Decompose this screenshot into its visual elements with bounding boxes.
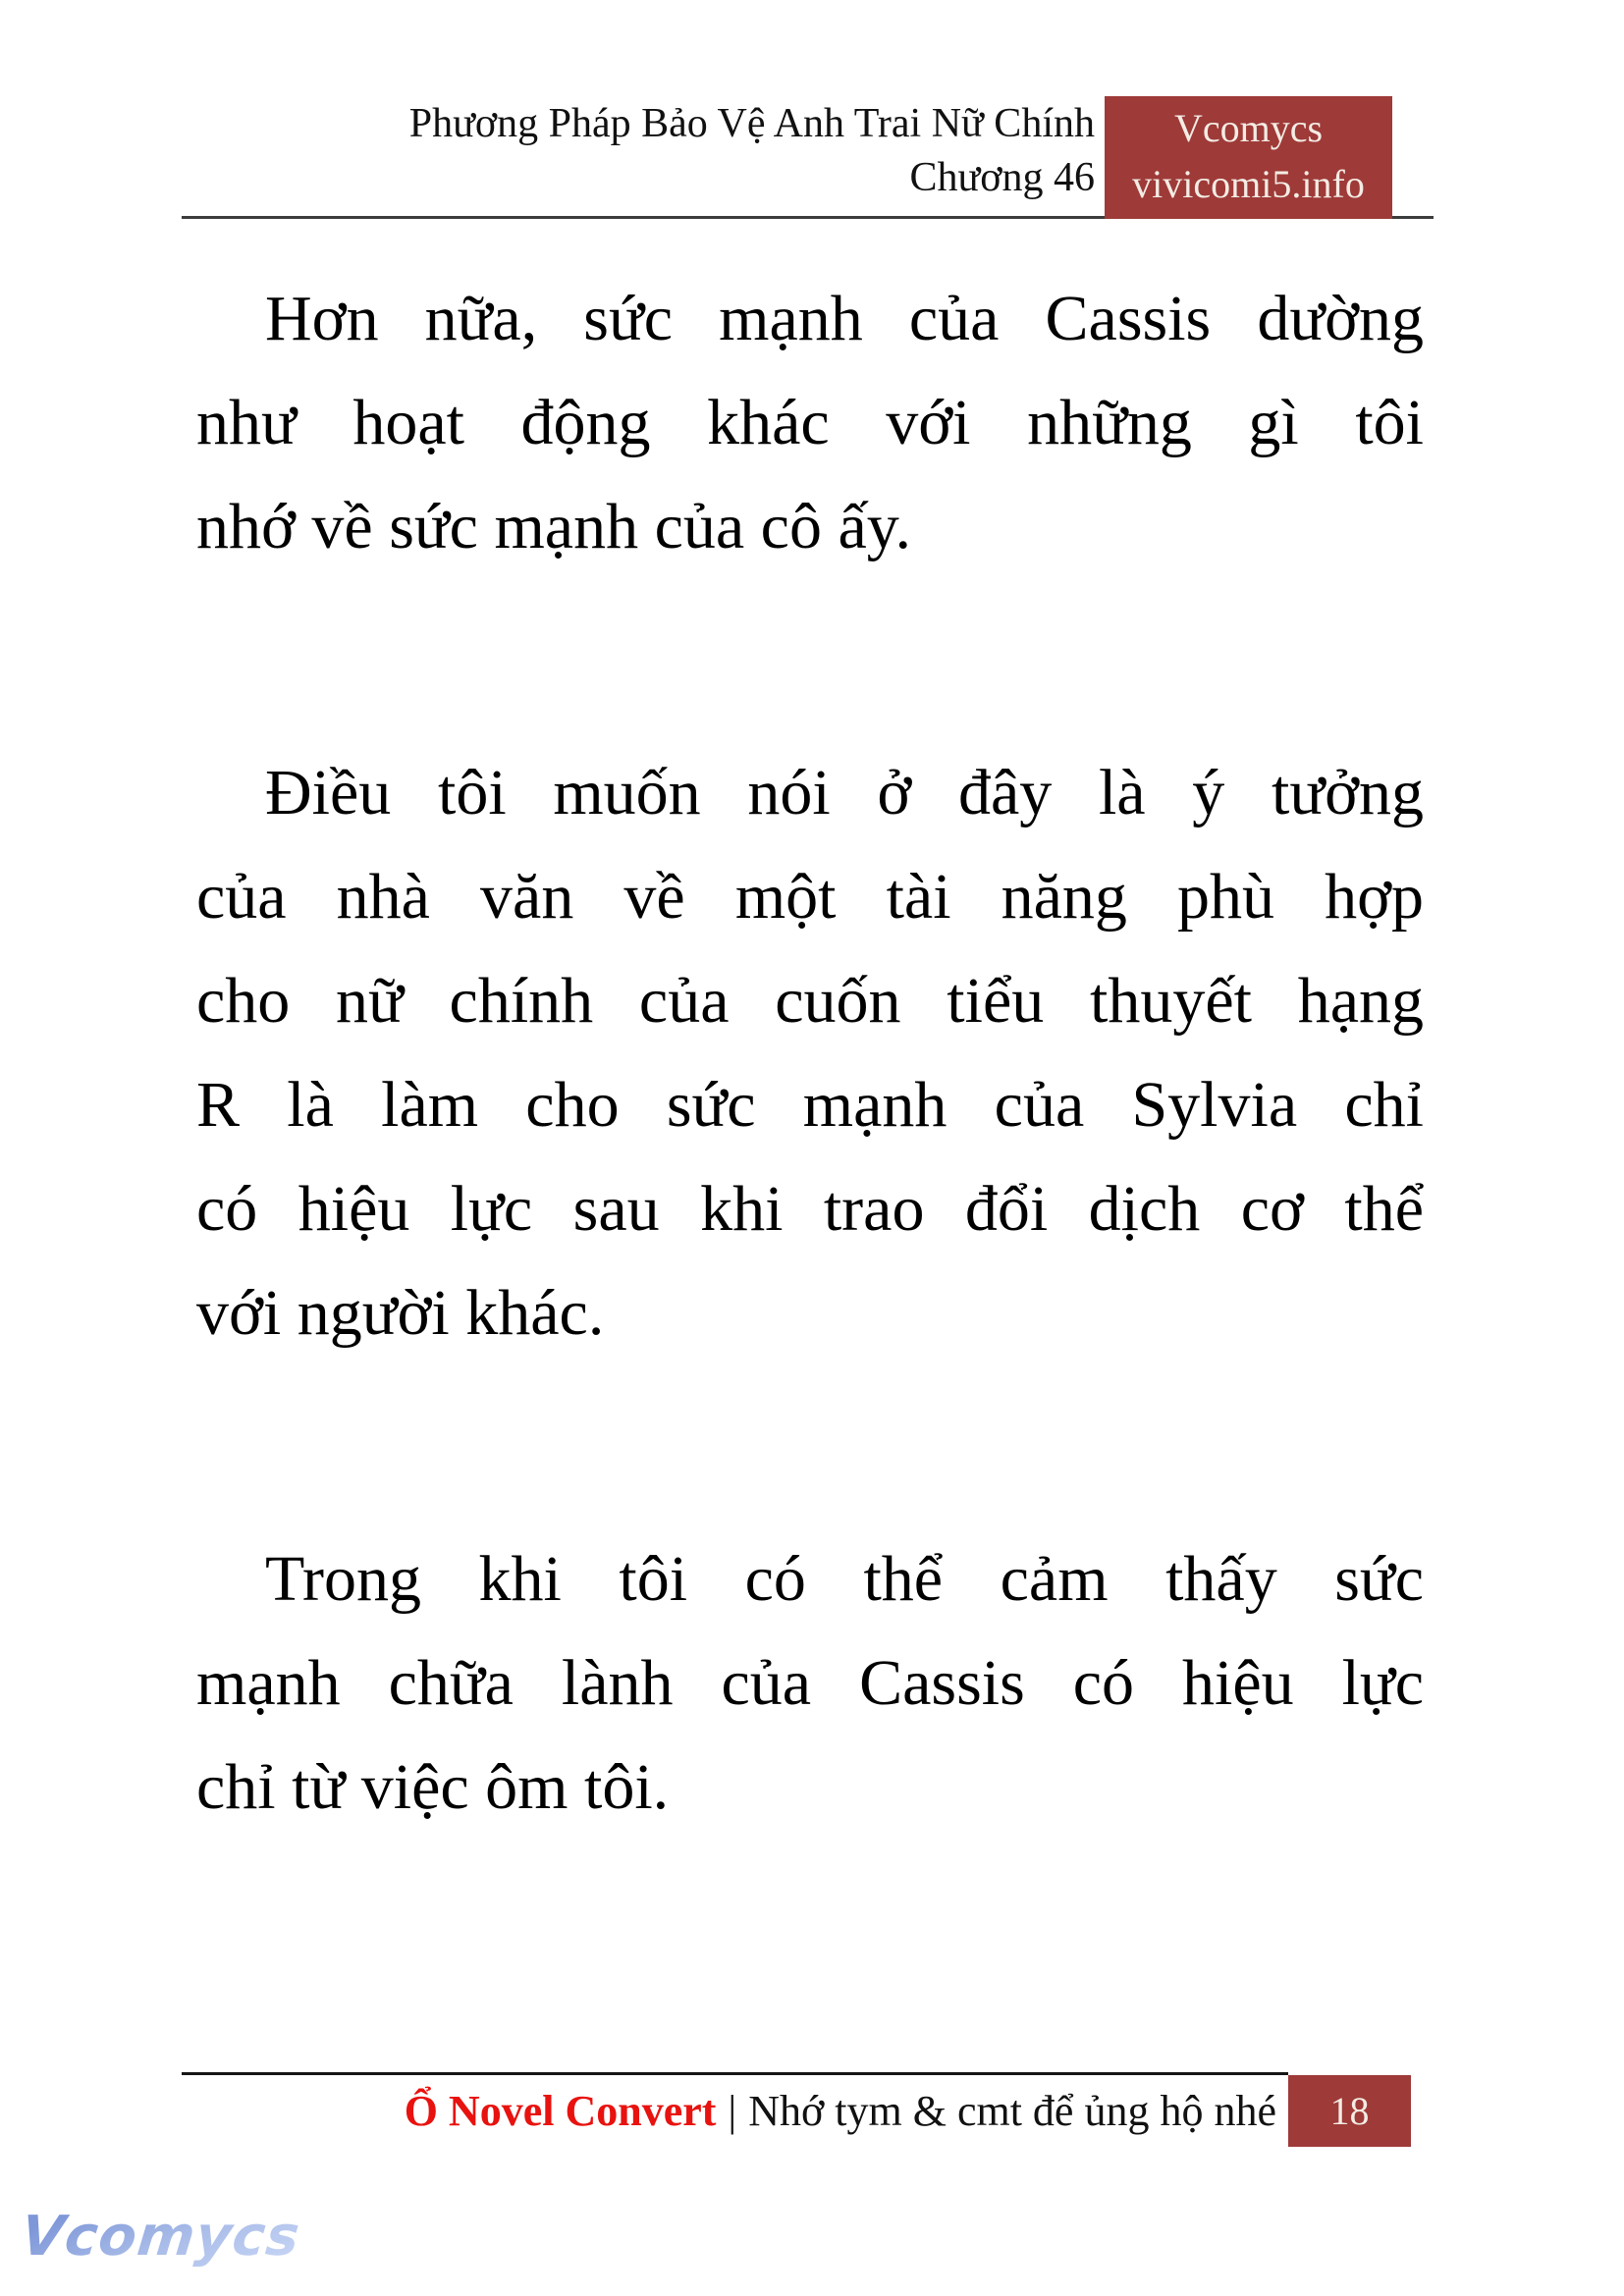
text-line: nhớ về sức mạnh của cô ấy. — [196, 491, 911, 562]
watermark-logo: Vcomycs — [18, 2205, 303, 2269]
credit-note: Nhớ tym & cmt để ủng hộ nhé — [748, 2087, 1276, 2135]
text-line: của nhà văn về một tài năng phù hợp — [196, 861, 1424, 933]
paragraph — [196, 741, 1424, 1365]
brand-url: vivicomi5.info — [1132, 162, 1365, 206]
footer-credit — [196, 2082, 1276, 2141]
body-text — [196, 267, 1424, 2002]
text-line: với người khác. — [196, 1277, 605, 1349]
header — [196, 97, 1095, 205]
text-line: cho nữ chính của cuốn tiểu thuyết hạng — [196, 965, 1424, 1037]
brand-box — [1105, 96, 1392, 219]
brand-name: Vcomycs — [1173, 106, 1324, 150]
text-line: Hơn nữa, sức mạnh của Cassis dường — [265, 283, 1424, 354]
paragraph — [196, 267, 1424, 579]
text-line: có hiệu lực sau khi trao đổi dịch cơ thể — [196, 1173, 1424, 1245]
text-line: Điều tôi muốn nói ở đây là ý tưởng — [265, 757, 1424, 828]
text-line: chỉ từ việc ôm tôi. — [196, 1751, 670, 1823]
credit-brand: Ổ Novel Convert — [404, 2087, 717, 2135]
page-number-box — [1288, 2075, 1411, 2147]
paragraph — [196, 1527, 1424, 1840]
text-line: như hoạt động khác với những gì tôi — [196, 387, 1424, 458]
credit-separator: | — [728, 2087, 737, 2135]
text-line: Trong khi tôi có thể cảm thấy sức — [265, 1543, 1424, 1615]
text-line: R là làm cho sức mạnh của Sylvia chỉ — [196, 1069, 1424, 1141]
chapter-label: Chương 46 — [909, 155, 1095, 200]
footer-rule — [182, 2072, 1288, 2075]
page-number: 18 — [1329, 2089, 1370, 2133]
text-line: mạnh chữa lành của Cassis có hiệu lực — [196, 1647, 1424, 1719]
document-title: Phương Pháp Bảo Vệ Anh Trai Nữ Chính — [408, 101, 1095, 146]
